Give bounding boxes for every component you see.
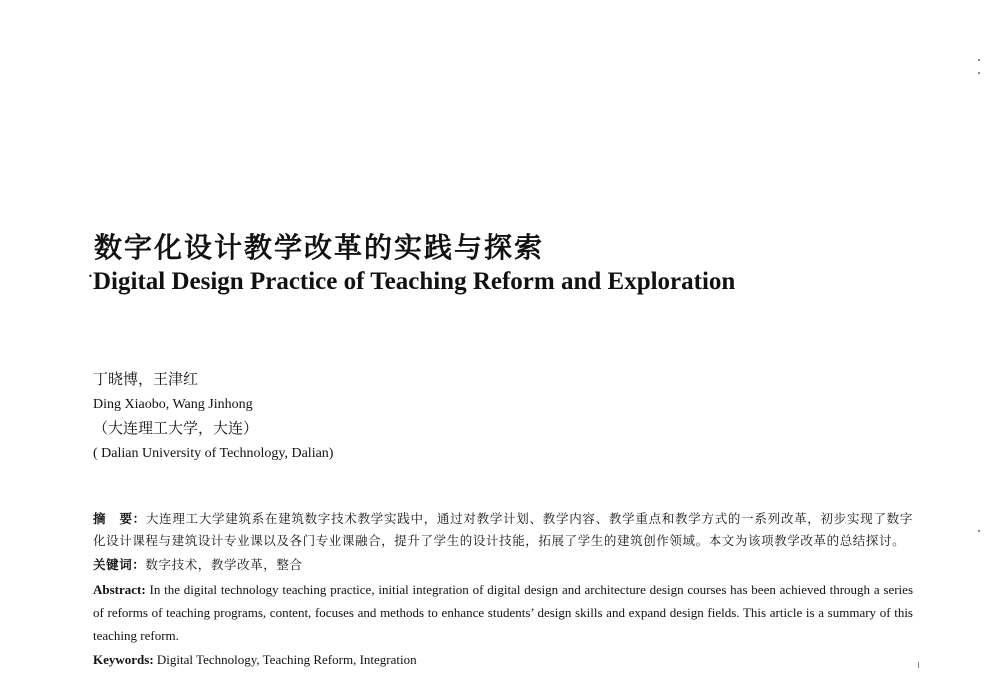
- affiliation-chinese: （大连理工大学，大连）: [93, 421, 259, 437]
- abstract-english: [93, 578, 913, 647]
- title-english: Digital Design Practice of Teaching Reform and Exploration: [93, 268, 736, 295]
- authors-english: Ding Xiaobo, Wang Jinhong: [93, 397, 253, 412]
- keywords-chinese-label: 关键词：: [93, 557, 146, 572]
- abstract-section: [93, 508, 913, 671]
- abstract-chinese-label: 摘 要：: [93, 511, 146, 526]
- title-chinese: 数字化设计教学改革的实践与探索: [94, 231, 545, 264]
- abstract-chinese: [93, 508, 913, 552]
- authors-chinese: 丁晓博，王津红: [93, 372, 199, 388]
- scan-artifact: [978, 530, 980, 532]
- abstract-english-text: In the digital technology teaching practice, initial integration of digital design and architecture design courses has been achieved through a series of reforms of teaching programs, content, focuses and methods to enhance students’ design skills and expand design fields. This article is a summary of this teaching reform.: [93, 582, 914, 643]
- abstract-chinese-text: 大连理工大学建筑系在建筑数字技术教学实践中，通过对教学计划、教学内容、教学重点和教学方式的一系列改革，初步实现了数字化设计课程与建筑设计专业课以及各门专业课融合，提升了学生的设计技能，拓展了学生的建筑创作领域。本文为该项教学改革的总结探讨。: [93, 511, 913, 548]
- title-bullet-mark: •: [88, 272, 93, 281]
- abstract-english-label: Abstract:: [93, 582, 146, 597]
- affiliation-english: ( Dalian University of Technology, Dalian): [93, 446, 334, 461]
- keywords-english: [93, 648, 913, 671]
- keywords-chinese-text: 数字技术，教学改革，整合: [145, 557, 303, 572]
- scan-artifact: [978, 72, 980, 74]
- keywords-chinese: [93, 554, 913, 576]
- keywords-english-label: Keywords:: [93, 652, 154, 667]
- scan-artifact: [918, 662, 919, 668]
- keywords-english-text: Digital Technology, Teaching Reform, Integration: [156, 652, 417, 667]
- author-block: [93, 368, 333, 466]
- scan-artifact: [978, 59, 980, 61]
